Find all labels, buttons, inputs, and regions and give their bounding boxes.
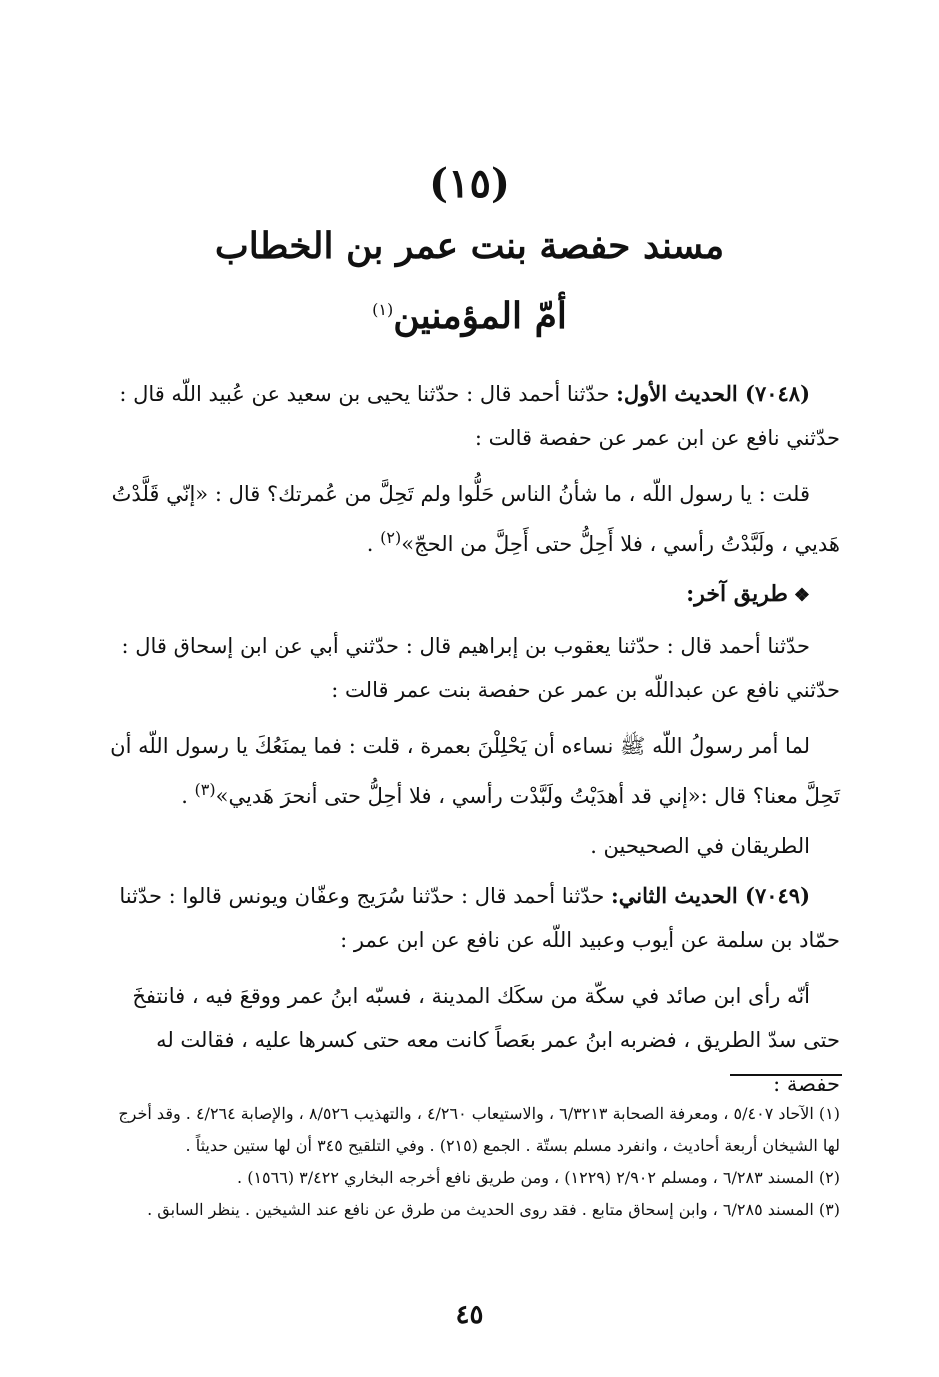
footnote-ref-2: (٢) [380, 528, 402, 547]
hadith-1-matn-end: . [366, 532, 381, 556]
footnote-ref-1: (١) [372, 300, 394, 319]
footnote-ref-3: (٣) [194, 780, 216, 799]
alt-route-matn [100, 724, 840, 818]
footnote-2: (٢) المسند ٦/٢٨٣ ، ومسلم ٢/٩٠٢ (١٢٢٩) ، ومن طريق نافع أخرجه البخاري ٣/٤٢٢ (١٥٦٦) . [237, 1168, 840, 1187]
hadith-2-heading: (٧٠٤٩) الحديث الثاني: [611, 883, 810, 908]
alt-route-title: طريق آخر: [686, 581, 788, 607]
chapter-title: مسند حفصة بنت عمر بن الخطاب [214, 225, 725, 267]
footnote-separator [730, 1074, 842, 1076]
alt-route-matn-text: لما أمر رسولُ اللّه ﷺ نساءه أن يَحْلِلْنَ بعمرة ، قلت : فما يمنَعُكَ يا رسول اللّه أن تَحِلَّ معنا؟ قال :«إني قد أهدَيْتُ ولَبَّدْت رأسي ، فلا أحِلُّ حتى أنحرَ هَديي» [110, 734, 840, 808]
hadith-1-isnad [100, 372, 840, 460]
hadith-1-matn [100, 472, 840, 566]
diamond-bullet-icon: ❖ [793, 585, 810, 606]
hadith-1-matn-text: قلت : يا رسول اللّه ، ما شأنُ الناس حَلُّوا ولم تَحِلَّ من عُمرتك؟ قال : «إنّي قَلَّدْتُ هَديي ، ولَبَّدْتُ رأسي ، فلا أَحِلُّ حتى أَحِلَّ من الحجّ» [111, 482, 840, 556]
alt-route-heading [100, 572, 840, 618]
subtitle-text: أمّ المؤمنين [393, 295, 567, 337]
grading-note: الطريقان في الصحيحين . [590, 834, 810, 858]
hadith-2-matn: أنّه رأى ابن صائد في سكّة من سكَك المدينة ، فسبّه ابنُ عمر ووقعَ فيه ، فانتفخَ حتى سدّ الطريق ، فضربه ابنُ عمر بعَصاً كانت معه حتى كسرها عليه ، فقالت له حفصة : [132, 984, 840, 1096]
alt-route-isnad: حدّثنا أحمد قال : حدّثنا يعقوب بن إبراهيم قال : حدّثني أبي عن ابن إسحاق قال : حدّثني نافع عن عبداللّه بن عمر عن حفصة بنت عمر قالت : [121, 634, 840, 702]
hadith-1 [100, 372, 840, 1106]
footnote-3: (٣) المسند ٦/٢٨٥ ، وابن إسحاق متابع . فقد روى الحديث من طرق عن نافع عند الشيخين . ينظر السابق . [147, 1200, 840, 1219]
page-number: ٤٥ [455, 1300, 484, 1330]
hadith-1-isnad-text: حدّثنا أحمد قال : حدّثنا يحيى بن سعيد عن عُبيد اللّه قال : حدّثني نافع عن ابن عمر عن حفصة قالت : [119, 382, 840, 450]
alt-route-matn-end: . [181, 784, 195, 808]
footnote-1: (١) الآحاد ٥/٤٠٧ ، ومعرفة الصحابة ٦/٣٢١٣ ، والاستيعاب ٤/٢٦٠ ، والتهذيب ٨/٥٢٦ ، والإصابة ٤/٢٦٤ . وقد أخرج لها الشيخان أربعة أحاديث ، وانفرد مسلم بستّة . الجمع (٢١٥) . وفي التلقيح ٣٤٥ أن لها ستين حديثاً . [118, 1104, 840, 1155]
hadith-1-heading: (٧٠٤٨) الحديث الأول: [616, 381, 810, 406]
footnotes [100, 1098, 840, 1226]
hadith-2-isnad [100, 874, 840, 962]
section-number: (١٥) [429, 160, 510, 207]
hadith-2-isnad-text: حدّثنا أحمد قال : حدّثنا سُرَيج وعفّان ويونس قالوا : حدّثنا حمّاد بن سلمة عن أيوب وعبيد اللّه عن نافع عن ابن عمر : [119, 884, 840, 952]
chapter-subtitle [0, 295, 939, 337]
